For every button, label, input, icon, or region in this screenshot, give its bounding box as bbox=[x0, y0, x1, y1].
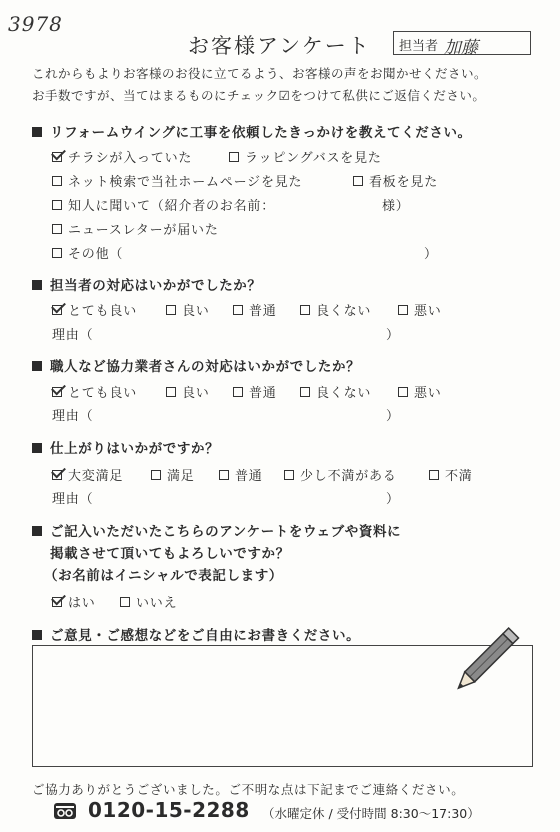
q4-option-satisfied[interactable]: 満足 bbox=[151, 465, 195, 484]
q2-option-bad[interactable]: 悪い bbox=[398, 300, 442, 319]
phone-number[interactable]: 0120-15-2288 bbox=[88, 798, 250, 822]
q4-option-very-satisfied[interactable]: 大変満足 bbox=[52, 465, 123, 484]
checkbox[interactable] bbox=[219, 470, 229, 480]
q4-option-normal[interactable]: 普通 bbox=[219, 465, 263, 484]
checkbox[interactable] bbox=[233, 387, 243, 397]
q4-reason-close: ） bbox=[386, 492, 400, 507]
checkbox-checked[interactable] bbox=[52, 470, 62, 480]
footer-thanks: ご協力ありがとうございました。ご不明な点は下記までご連絡ください。 bbox=[32, 782, 465, 797]
intro-line-1: これからもよりお客様のお役に立てるよう、お客様の声をお聞かせください。 bbox=[32, 66, 488, 81]
checkbox[interactable] bbox=[284, 470, 294, 480]
q1-option-newsletter[interactable]: ニュースレターが届いた bbox=[52, 219, 219, 238]
q6-heading: ご意見・ご感想などをご自由にお書きください。 bbox=[32, 624, 360, 644]
q3-option-good[interactable]: 良い bbox=[166, 382, 210, 401]
q4-option-slightly-dissatisfied[interactable]: 少し不満がある bbox=[284, 465, 397, 484]
q4-option-dissatisfied[interactable]: 不満 bbox=[429, 465, 473, 484]
checkbox[interactable] bbox=[398, 305, 408, 315]
checkbox[interactable] bbox=[353, 176, 363, 186]
checkbox[interactable] bbox=[52, 200, 62, 210]
q5-heading: ご記入いただいたこちらのアンケートをウェブや資料に bbox=[32, 520, 401, 540]
q2-reason-label: 理由（ bbox=[52, 328, 94, 343]
checkbox[interactable] bbox=[166, 387, 176, 397]
q1-option-signboard[interactable]: 看板を見た bbox=[353, 171, 438, 190]
q1-option-other[interactable]: その他（ bbox=[52, 243, 123, 262]
page-title: お客様アンケート bbox=[188, 34, 371, 58]
checkbox[interactable] bbox=[398, 387, 408, 397]
q1-option-bus[interactable]: ラッピングバスを見た bbox=[229, 147, 382, 166]
q3-option-normal[interactable]: 普通 bbox=[233, 382, 277, 401]
checkbox-checked[interactable] bbox=[52, 305, 62, 315]
checkbox[interactable] bbox=[52, 224, 62, 234]
checkbox[interactable] bbox=[300, 305, 310, 315]
q4-reason-label: 理由（ bbox=[52, 492, 94, 507]
q1-option-web[interactable]: ネット検索で当社ホームページを見た bbox=[52, 171, 302, 190]
q3-option-bad[interactable]: 悪い bbox=[398, 382, 442, 401]
intro-line-2: お手数ですが、当てはまるものにチェック☑をつけて私供にご返信ください。 bbox=[32, 88, 486, 103]
q4-heading: 仕上がりはいかがですか？ bbox=[32, 437, 219, 457]
q1-other-close: ） bbox=[424, 247, 438, 262]
q3-option-not-good[interactable]: 良くない bbox=[300, 382, 371, 401]
checkbox[interactable] bbox=[166, 305, 176, 315]
pencil-icon bbox=[442, 618, 530, 706]
checkbox-checked[interactable] bbox=[52, 387, 62, 397]
serial-number: 3978 bbox=[8, 12, 63, 36]
checkbox[interactable] bbox=[151, 470, 161, 480]
q3-option-very-good[interactable]: とても良い bbox=[52, 382, 137, 401]
q2-option-not-good[interactable]: 良くない bbox=[300, 300, 371, 319]
checkbox[interactable] bbox=[233, 305, 243, 315]
checkbox[interactable] bbox=[229, 152, 239, 162]
checkbox-checked[interactable] bbox=[52, 597, 62, 607]
staff-name[interactable]: 加藤 bbox=[444, 38, 478, 58]
q1-option-introducer[interactable]: 知人に聞いて（紹介者のお名前： bbox=[52, 195, 275, 214]
q1-introducer-suffix: 様） bbox=[382, 199, 410, 214]
checkbox[interactable] bbox=[429, 470, 439, 480]
business-hours: （水曜定休 / 受付時間 8:30～17:30） bbox=[262, 806, 480, 821]
q2-heading: 担当者の対応はいかがでしたか？ bbox=[32, 274, 262, 294]
q2-option-normal[interactable]: 普通 bbox=[233, 300, 277, 319]
checkbox[interactable] bbox=[300, 387, 310, 397]
q3-reason-label: 理由（ bbox=[52, 409, 94, 424]
q2-option-good[interactable]: 良い bbox=[166, 300, 210, 319]
q5-heading-line-3: （お名前はイニシャルで表記します） bbox=[44, 568, 283, 584]
q5-heading-line-2: 掲載させて頂いてもよろしいですか？ bbox=[50, 546, 290, 562]
q3-heading: 職人など協力業者さんの対応はいかがでしたか？ bbox=[32, 355, 360, 375]
q2-option-very-good[interactable]: とても良い bbox=[52, 300, 137, 319]
q5-option-no[interactable]: いいえ bbox=[120, 592, 177, 611]
staff-label: 担当者 bbox=[399, 39, 439, 54]
checkbox[interactable] bbox=[120, 597, 130, 607]
checkbox[interactable] bbox=[52, 248, 62, 258]
q2-reason-close: ） bbox=[386, 328, 400, 343]
q1-option-flyer[interactable]: チラシが入っていた bbox=[52, 147, 192, 166]
free-dial-icon bbox=[54, 803, 76, 819]
checkbox-checked[interactable] bbox=[52, 152, 62, 162]
q3-reason-close: ） bbox=[386, 409, 400, 424]
q5-option-yes[interactable]: はい bbox=[52, 592, 96, 611]
checkbox[interactable] bbox=[52, 176, 62, 186]
q1-heading: リフォームウイングに工事を依頼したきっかけを教えてください。 bbox=[32, 121, 472, 141]
